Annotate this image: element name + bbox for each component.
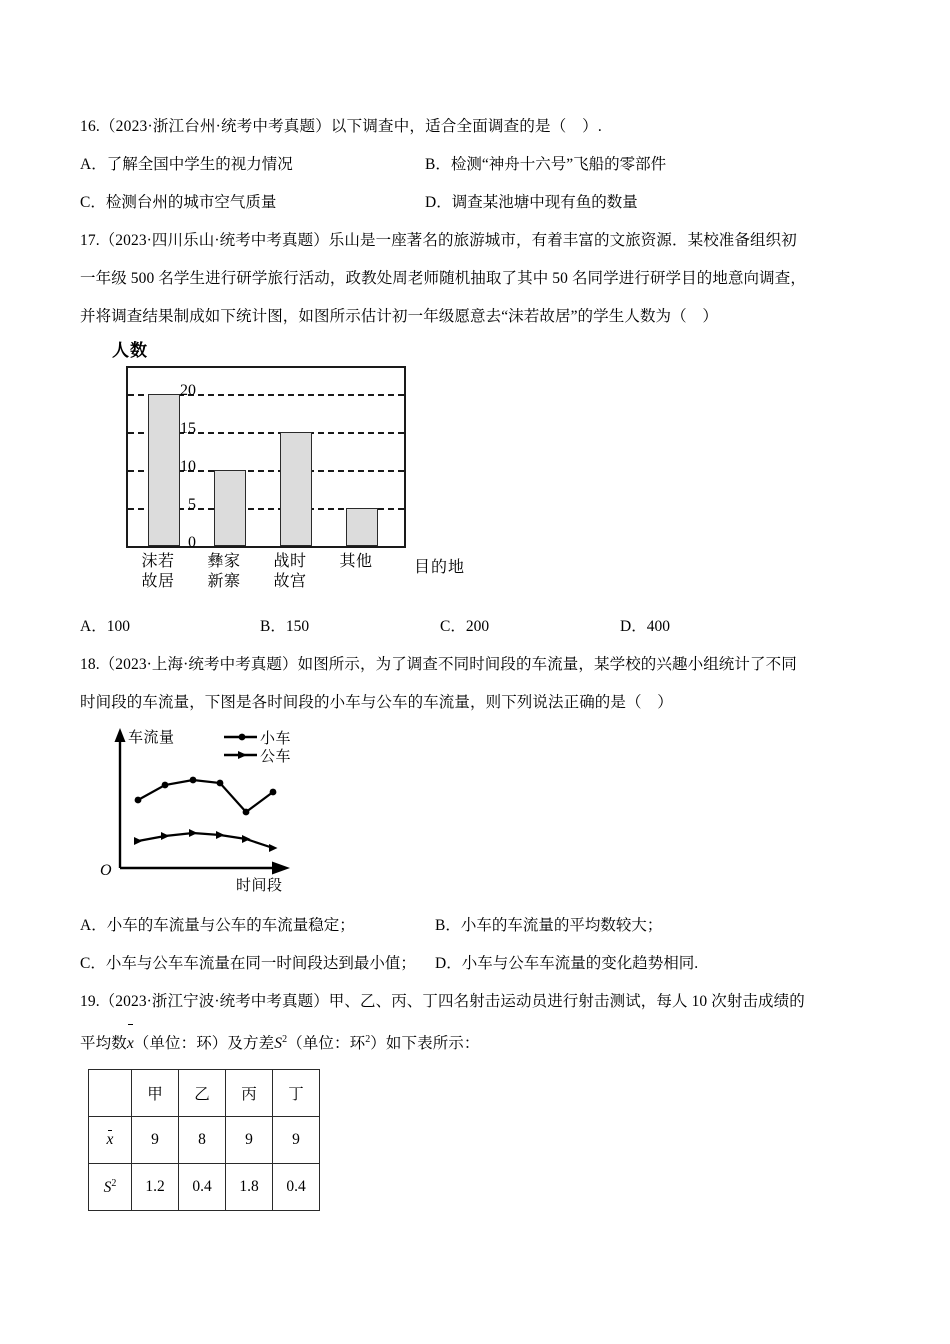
q18-option-d[interactable]: D．小车与公车车流量的变化趋势相同. — [435, 955, 699, 972]
table-rowlabel-mean — [89, 1117, 132, 1164]
bar-chart-ytick-10: 10 — [180, 458, 196, 475]
line-chart-y-axis-arrow-icon — [115, 728, 126, 742]
q17-option-a[interactable]: A．100 — [80, 618, 130, 635]
q18-option-b[interactable]: B．小车的车流量的平均数较大； — [435, 917, 663, 934]
q18-option-c[interactable]: C．小车与公车车流量在同一时间段达到最小值； — [80, 955, 416, 972]
bar-chart-ytick-15: 15 — [180, 420, 196, 437]
table-cell-mean-ding: 9 — [273, 1117, 320, 1164]
table-header-bing: 丙 — [226, 1070, 273, 1117]
bar-chart-category-3 — [262, 552, 318, 592]
line-chart-point-gongche-4 — [216, 831, 225, 839]
xbar-symbol: x — [106, 1131, 114, 1149]
q19-xbar-symbol: x — [127, 1025, 134, 1063]
table-rowlabel-variance — [89, 1164, 132, 1211]
line-chart-legend-marker-triangle-icon — [238, 751, 247, 759]
line-chart-point-gongche-1 — [134, 837, 143, 845]
bar-chart-category-2-line2: 新寨 — [207, 573, 241, 590]
line-chart-point-gongche-5 — [242, 835, 251, 843]
bar-chart-ytick-5: 5 — [188, 496, 196, 513]
q17-line-1: 17.（2023·四川乐山·统考中考真题）乐山是一座著名的旅游城市，有着丰富的文旅资源．某校准备组织初 — [80, 232, 797, 249]
q19-unit-exponent: 2 — [365, 1034, 371, 1045]
bar-chart-category-1-line1: 沫若 — [141, 553, 175, 570]
question-17-options — [80, 608, 880, 646]
question-18-stem — [80, 646, 880, 722]
table-cell-mean-jia: 9 — [132, 1117, 179, 1164]
bar-chart-category-3-line2: 故宫 — [273, 573, 307, 590]
q16-stem-text: 16.（2023·浙江台州·统考中考真题）以下调查中，适合全面调查的是（ ）. — [80, 118, 602, 135]
s-symbol: S — [103, 1178, 112, 1196]
q16-option-d[interactable]: D．调查某池塘中现有鱼的数量 — [425, 194, 638, 211]
question-19-stem — [80, 983, 880, 1063]
table-row-variance — [89, 1164, 320, 1211]
bar-chart-category-3-line1: 战时 — [273, 553, 307, 570]
bar-destination-2 — [214, 470, 246, 546]
bar-chart-category-2 — [196, 552, 252, 592]
document-content — [80, 108, 880, 1211]
q17-option-d[interactable]: D．400 — [620, 618, 670, 635]
line-chart-series-xiaoche-line — [138, 780, 273, 812]
q17-line-3: 并将调查结果制成如下统计图，如图所示估计初一年级愿意去“沫若故居”的学生人数为（ ） — [80, 308, 718, 325]
q17-option-c[interactable]: C．200 — [440, 618, 490, 635]
table-cell-variance-jia: 1.2 — [132, 1164, 179, 1211]
line-chart-legend-label-xiaoche: 小车 — [260, 731, 292, 747]
line-chart-point-xiaoche-3 — [190, 777, 197, 784]
question-16-options-row-1 — [80, 146, 880, 184]
bar-chart-y-axis-label: 人数 — [112, 341, 148, 360]
line-chart-point-xiaoche-5 — [243, 809, 250, 816]
bar-chart-ytick-20: 20 — [180, 382, 196, 399]
bar-chart-category-4-line1: 其他 — [339, 553, 373, 570]
line-chart-origin-label: O — [100, 862, 112, 879]
bar-chart-category-1 — [130, 552, 186, 592]
table-cell-variance-yi: 0.4 — [179, 1164, 226, 1211]
table-corner-cell — [89, 1070, 132, 1117]
q19-s-symbol: S — [274, 1035, 283, 1053]
table-cell-variance-ding: 0.4 — [273, 1164, 320, 1211]
q17-option-b[interactable]: B．150 — [260, 618, 310, 635]
bar-chart-category-1-line2: 故居 — [141, 573, 175, 590]
line-chart-y-axis-label: 车流量 — [128, 730, 175, 746]
table-header-jia: 甲 — [132, 1070, 179, 1117]
line-chart-legend-label-gongche: 公车 — [260, 749, 292, 765]
question-17-stem — [80, 222, 880, 336]
table-header-ding: 丁 — [273, 1070, 320, 1117]
q18-option-a[interactable]: A．小车的车流量与公车的车流量稳定； — [80, 917, 355, 934]
line-chart-point-xiaoche-4 — [217, 780, 224, 787]
line-chart-legend-marker-circle-icon — [239, 734, 246, 741]
table-cell-mean-bing: 9 — [226, 1117, 273, 1164]
q19-line2-mid: （单位：环）及方差 — [133, 1035, 275, 1053]
q19-line-2 — [80, 1021, 880, 1063]
s-exponent: 2 — [111, 1177, 117, 1189]
q16-option-a[interactable]: A．了解全国中学生的视力情况 — [80, 156, 293, 173]
table-header-yi: 乙 — [179, 1070, 226, 1117]
bar-chart-x-axis-label: 目的地 — [414, 559, 466, 576]
line-chart-point-gongche-2 — [161, 832, 170, 840]
bar-destination-3 — [280, 432, 312, 546]
line-chart-x-axis-arrow-icon — [272, 862, 290, 875]
q17-line-2: 一年级 500 名学生进行研学旅行活动，政教处周老师随机抽取了其中 50 名同学进行研学目的地意向调查， — [80, 270, 806, 287]
line-chart-point-xiaoche-2 — [162, 782, 169, 789]
line-chart-traffic-flow — [94, 722, 454, 907]
line-chart-point-xiaoche-6 — [270, 789, 277, 796]
table-cell-mean-yi: 8 — [179, 1117, 226, 1164]
q19-s-exponent: 2 — [282, 1034, 288, 1045]
bar-chart-ytick-0: 0 — [188, 534, 196, 551]
table-row-header — [89, 1070, 320, 1117]
q16-option-b[interactable]: B．检测“神舟十六号”飞船的零部件 — [425, 156, 667, 173]
q18-line-2: 时间段的车流量，下图是各时间段的小车与公车的车流量，则下列说法正确的是（ ） — [80, 694, 673, 711]
q19-line-1: 19.（2023·浙江宁波·统考中考真题）甲、乙、丙、丁四名射击运动员进行射击测试，每人 10 次射击成绩的 — [80, 993, 805, 1010]
q16-option-c[interactable]: C．检测台州的城市空气质量 — [80, 194, 277, 211]
question-16-options-row-2 — [80, 184, 880, 222]
statistics-table — [88, 1069, 320, 1211]
line-chart-point-gongche-6 — [269, 844, 278, 852]
question-18-options-row-1 — [80, 907, 880, 945]
question-18-options-row-2 — [80, 945, 880, 983]
bar-destination-4 — [346, 508, 378, 546]
question-16-stem — [80, 108, 880, 146]
table-cell-variance-bing: 1.8 — [226, 1164, 273, 1211]
bar-chart-destinations — [94, 336, 514, 608]
q19-line2-mid2: （单位：环 — [287, 1035, 366, 1053]
bar-chart-category-2-line1: 彝家 — [207, 553, 241, 570]
line-chart-point-xiaoche-1 — [135, 797, 142, 804]
q19-line2-before: 平均数 — [80, 1035, 127, 1053]
line-chart-x-axis-label: 时间段 — [236, 878, 283, 894]
line-chart-series-gongche-line — [138, 833, 273, 848]
bar-chart-category-4 — [328, 552, 384, 572]
q18-line-1: 18.（2023·上海·统考中考真题）如图所示，为了调查不同时间段的车流量，某学校的兴趣小组统计了不同 — [80, 656, 797, 673]
table-row-mean — [89, 1117, 320, 1164]
q19-line2-after: ）如下表所示： — [370, 1035, 480, 1053]
line-chart-point-gongche-3 — [189, 829, 198, 837]
